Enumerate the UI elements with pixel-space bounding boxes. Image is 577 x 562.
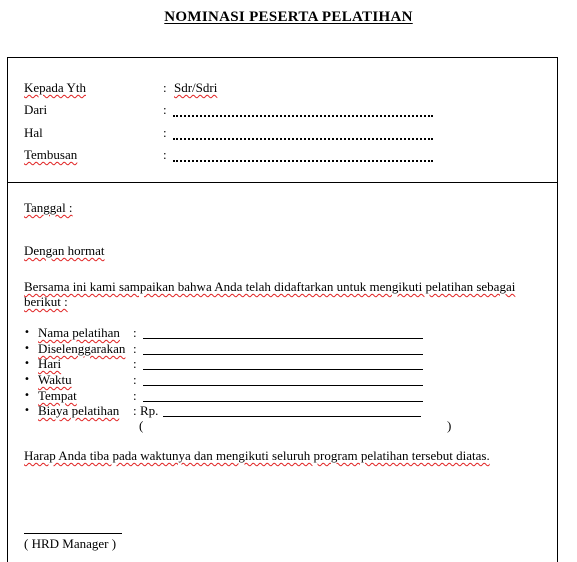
item-fill-line[interactable]	[143, 354, 423, 355]
bullet-icon: •	[24, 358, 30, 369]
item-fill-line[interactable]	[143, 338, 423, 339]
item-label: Nama pelatihan	[38, 325, 120, 340]
item-label: Tempat	[38, 388, 77, 403]
field-tembusan-colon: :	[163, 147, 167, 162]
date-label: Tanggal :	[24, 200, 73, 215]
header-box	[7, 57, 558, 183]
field-kepada-label: Kepada Yth	[24, 80, 86, 95]
item-colon: :	[133, 325, 137, 340]
paren-open: (	[139, 418, 144, 433]
list-item	[24, 372, 444, 388]
item-fill-line[interactable]	[163, 416, 421, 417]
intro-line-1: Bersama ini kami sampaikan bahwa Anda telah didaftarkan untuk mengikuti pelatihan sebagai	[24, 279, 516, 294]
item-colon: :	[133, 403, 137, 418]
field-hal-label: Hal	[24, 125, 43, 140]
signature-label: ( HRD Manager )	[24, 536, 117, 551]
bullet-icon: •	[24, 390, 30, 401]
list-item	[24, 356, 444, 372]
field-dari-line[interactable]	[173, 115, 433, 117]
field-tembusan-label: Tembusan	[24, 147, 78, 162]
bullet-icon: •	[24, 343, 30, 354]
field-dari-colon: :	[163, 102, 167, 117]
item-fill-line[interactable]	[143, 401, 423, 402]
list-item	[24, 388, 444, 404]
item-colon: :	[133, 341, 137, 356]
field-hal-colon: :	[163, 125, 167, 140]
field-kepada-value[interactable]: Sdr/Sdri	[174, 80, 218, 95]
bullet-icon: •	[24, 374, 30, 385]
bullet-icon: •	[24, 405, 30, 416]
list-item	[24, 341, 444, 357]
list-item	[24, 325, 444, 341]
closing-text: Harap Anda tiba pada waktunya dan mengikuti seluruh program pelatihan tersebut diatas.	[24, 448, 490, 463]
item-label: Waktu	[38, 372, 72, 387]
greeting: Dengan hormat	[24, 243, 105, 258]
paren-close: )	[447, 418, 452, 433]
item-label: Hari	[38, 356, 62, 371]
intro-line-2: berikut :	[24, 294, 68, 309]
item-label: Diselenggarakan	[38, 341, 126, 356]
item-fill-line[interactable]	[143, 385, 423, 386]
item-label: Biaya pelatihan	[38, 403, 120, 418]
field-dari-label: Dari	[24, 102, 48, 117]
currency-label: Rp.	[140, 403, 159, 418]
document-title: NOMINASI PESERTA PELATIHAN	[164, 9, 413, 25]
item-colon: :	[133, 372, 137, 387]
list-item	[24, 403, 444, 419]
signature-line[interactable]	[24, 533, 122, 534]
item-colon: :	[133, 356, 137, 371]
item-fill-line[interactable]	[143, 369, 423, 370]
field-kepada-colon: :	[163, 80, 167, 95]
field-hal-line[interactable]	[173, 138, 433, 140]
item-colon: :	[133, 388, 137, 403]
field-tembusan-line[interactable]	[173, 160, 433, 162]
bullet-icon: •	[24, 327, 30, 338]
